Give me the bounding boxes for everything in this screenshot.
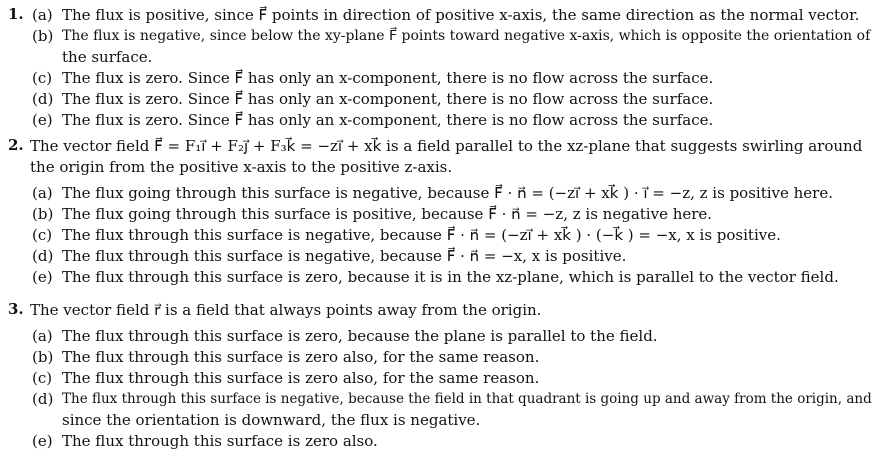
item-label: (b) <box>32 348 54 366</box>
item-text: The flux is zero. Since F⃗ has only an x-component, there is no flow across the surface. <box>62 69 714 87</box>
item-label: (e) <box>32 268 53 286</box>
item-label: (d) <box>32 90 54 108</box>
item-text: The flux through this surface is negative, because the field in that quadrant is going up and away from the origin, and <box>62 391 872 407</box>
item-text: The flux through this surface is zero, because the plane is parallel to the field. <box>62 327 658 345</box>
item-text: The flux is zero. Since F⃗ has only an x-component, there is no flow across the surface. <box>62 90 714 108</box>
item-label: (d) <box>32 247 54 265</box>
item-text: The flux is negative, since below the xy-plane F⃗ points toward negative x-axis, which is opposite the orientation of <box>62 28 871 44</box>
item-label: (a) <box>32 6 53 24</box>
item-text: The flux through this surface is zero also. <box>62 432 378 450</box>
item-text: The flux going through this surface is negative, because F⃗ · n⃗ = (−zi⃗ + xk⃗ ) · i⃗ = −z, z is positive here. <box>62 184 833 202</box>
problem-number: 1. <box>8 5 24 23</box>
item-label: (e) <box>32 432 53 450</box>
item-label: (e) <box>32 111 53 129</box>
item-text: The flux through this surface is zero also, for the same reason. <box>62 348 540 366</box>
item-text-continuation: the surface. <box>62 48 153 66</box>
item-text: The flux is positive, since F⃗ points in direction of positive x-axis, the same direction as the normal vector. <box>62 6 860 24</box>
problem-number: 3. <box>8 300 24 318</box>
item-text: The flux through this surface is negative, because F⃗ · n⃗ = −x, x is positive. <box>62 247 627 265</box>
problem-stem: The vector field r⃗ is a field that always points away from the origin. <box>30 301 542 319</box>
item-label: (b) <box>32 27 54 45</box>
item-text: The flux going through this surface is positive, because F⃗ · n⃗ = −z, z is negative here. <box>62 205 713 223</box>
item-label: (c) <box>32 69 53 87</box>
item-label: (c) <box>32 226 53 244</box>
item-label: (a) <box>32 184 53 202</box>
item-label: (b) <box>32 205 54 223</box>
item-text: The flux through this surface is zero, because it is in the xz-plane, which is parallel to the vector field. <box>62 268 839 286</box>
item-text: The flux through this surface is zero also, for the same reason. <box>62 369 540 387</box>
item-text: The flux through this surface is negative, because F⃗ · n⃗ = (−zi⃗ + xk⃗ ) · (−k⃗ ) = −x, x is positive. <box>62 226 781 244</box>
item-label: (a) <box>32 327 53 345</box>
item-text-continuation: since the orientation is downward, the flux is negative. <box>62 411 481 429</box>
problem-stem: The vector field F⃗ = F₁i⃗ + F₂j⃗ + F₃k⃗ = −zi⃗ + xk⃗ is a field parallel to the xz-plane that suggests swirling around <box>30 137 863 155</box>
item-label: (d) <box>32 390 54 408</box>
problem-stem-continuation: the origin from the positive x-axis to the positive z-axis. <box>30 158 453 176</box>
item-text: The flux is zero. Since F⃗ has only an x-component, there is no flow across the surface. <box>62 111 714 129</box>
problem-number: 2. <box>8 136 24 154</box>
item-label: (c) <box>32 369 53 387</box>
